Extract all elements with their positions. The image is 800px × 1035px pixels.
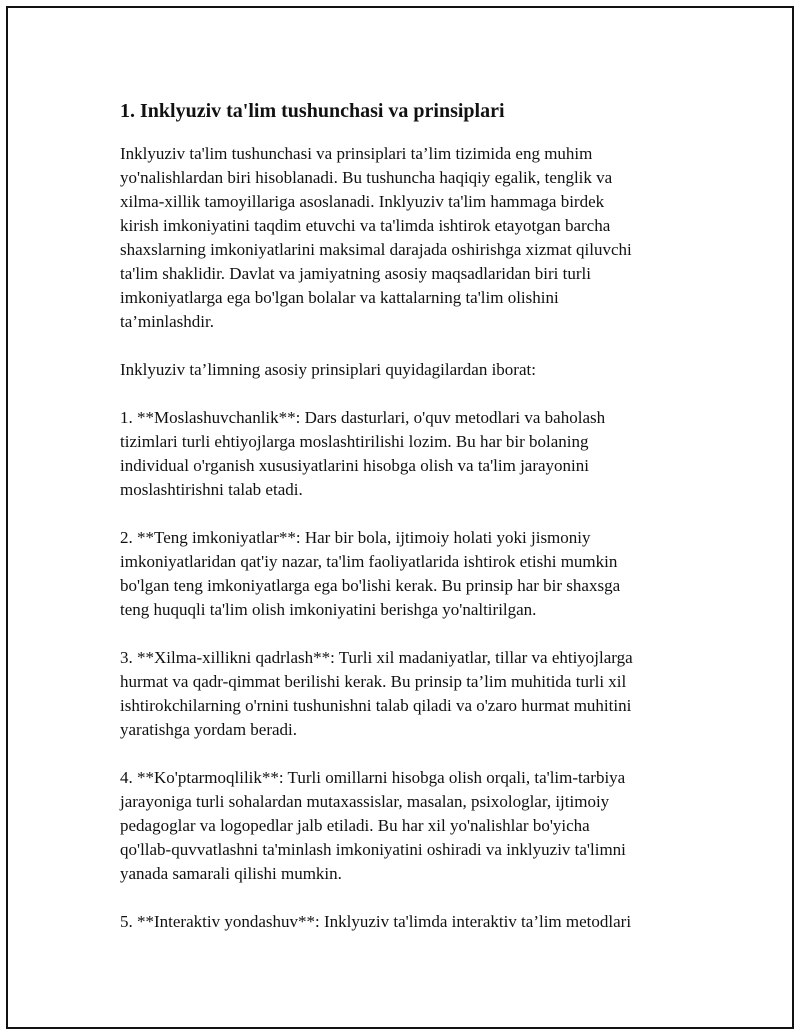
text-line: ta’minlashdir. [120,312,214,331]
text-line: kirish imkoniyatini taqdim etuvchi va ta'limda ishtirok etayotgan barcha [120,216,611,235]
text-line: teng huquqli ta'lim olish imkoniyatini berishga yo'naltirilgan. [120,600,537,619]
principle-item-4 [120,766,690,886]
text-line: 3. **Xilma-xillikni qadrlash**: Turli xil madaniyatlar, tillar va ehtiyojlarga [120,648,633,667]
text-line: yanada samarali qilishi mumkin. [120,864,342,883]
text-line: 4. **Ko'ptarmoqlilik**: Turli omillarni hisobga olish orqali, ta'lim-tarbiya [120,768,626,787]
document-body [120,98,690,958]
text-line: imkoniyatlarga ega bo'lgan bolalar va kattalarning ta'lim olishini [120,288,559,307]
text-line: Inklyuziv ta'lim tushunchasi va prinsiplari ta’lim tizimida eng muhim [120,144,593,163]
principle-item-1 [120,406,690,502]
text-line: ishtirokchilarning o'rnini tushunishni talab qiladi va o'zaro hurmat muhitini [120,696,632,715]
text-line: imkoniyatlaridan qat'iy nazar, ta'lim faoliyatlarida ishtirok etishi mumkin [120,552,618,571]
text-line: tizimlari turli ehtiyojlarga moslashtirilishi lozim. Bu har bir bolaning [120,432,589,451]
text-line: yaratishga yordam beradi. [120,720,298,739]
paragraph-intro [120,142,690,334]
text-line: 2. **Teng imkoniyatlar**: Har bir bola, ijtimoiy holati yoki jismoniy [120,528,591,547]
text-line: ta'lim shaklidir. Davlat va jamiyatning asosiy maqsadlaridan biri turli [120,264,591,283]
text-line: 1. **Moslashuvchanlik**: Dars dasturlari, o'quv metodlari va baholash [120,408,606,427]
section-heading: 1. Inklyuziv ta'lim tushunchasi va prinsiplari [120,100,505,122]
text-line: pedagoglar va logopedlar jalb etiladi. Bu har xil yo'nalishlar bo'yicha [120,816,590,835]
text-line: jarayoniga turli sohalardan mutaxassislar, masalan, psixologlar, ijtimoiy [120,792,610,811]
text-line: individual o'rganish xususiyatlarini hisobga olish va ta'lim jarayonini [120,456,590,475]
text-line: yo'nalishlardan biri hisoblanadi. Bu tushuncha haqiqiy egalik, tenglik va [120,168,613,187]
text-line: bo'lgan teng imkoniyatlarga ega bo'lishi kerak. Bu prinsip har bir shaxsga [120,576,621,595]
principle-item-5 [120,910,690,934]
text-line: qo'llab-quvvatlashni ta'minlash imkoniyatini oshiradi va inklyuziv ta'limni [120,840,626,859]
text-line: 5. **Interaktiv yondashuv**: Inklyuziv ta'limda interaktiv ta’lim metodlari [120,912,632,931]
text-line: Inklyuziv ta’limning asosiy prinsiplari quyidagilardan iborat: [120,360,536,379]
principle-item-2 [120,526,690,622]
text-line: hurmat va qadr-qimmat berilishi kerak. Bu prinsip ta’lim muhitida turli xil [120,672,627,691]
principle-item-3 [120,646,690,742]
paragraph-principles-intro [120,358,690,382]
text-line: shaxslarning imkoniyatlarini maksimal darajada oshirishga xizmat qiluvchi [120,240,632,259]
text-line: moslashtirishni talab etadi. [120,480,303,499]
document-page [6,6,794,1029]
text-line: xilma-xillik tamoyillariga asoslanadi. Inklyuziv ta'lim hammaga birdek [120,192,605,211]
